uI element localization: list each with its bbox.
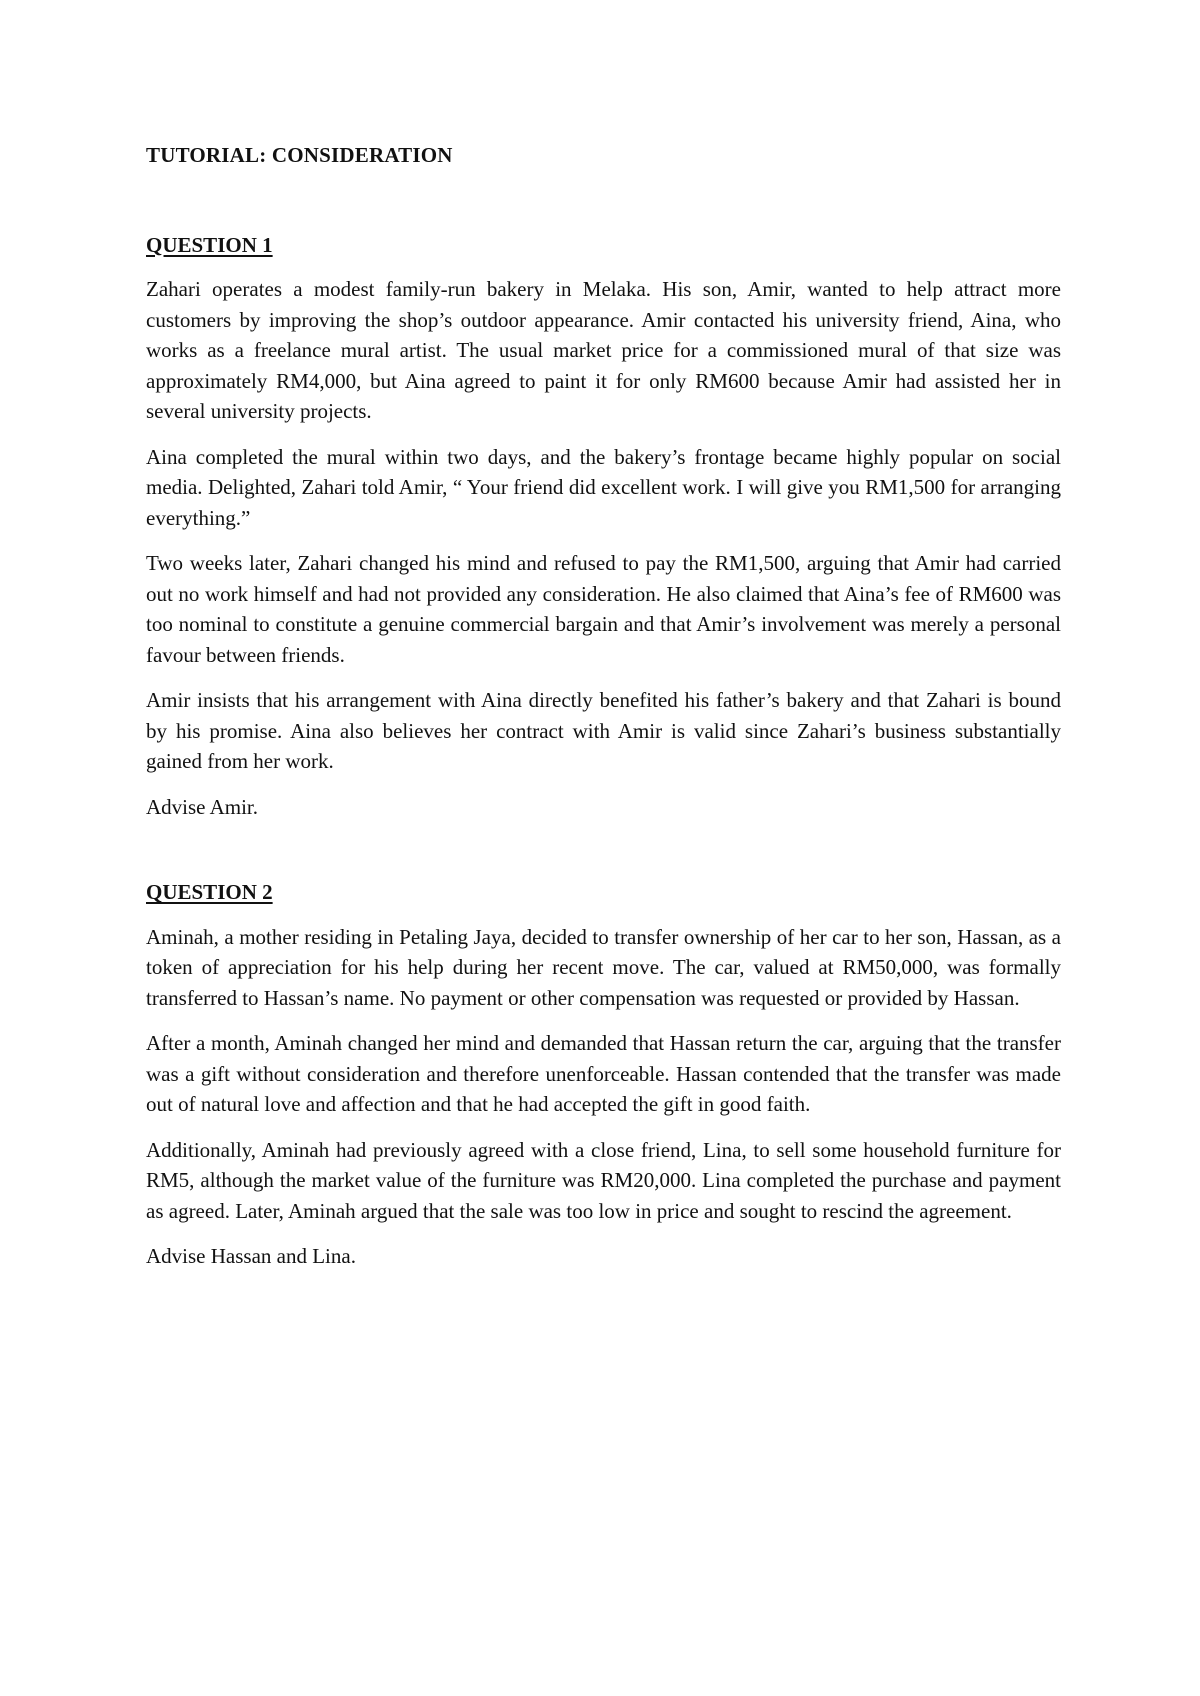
question-1-paragraph-3: Two weeks later, Zahari changed his mind and refused to pay the RM1,500, arguing that Amir had carried out no work himself and had not provided any consideration. He also claimed that Aina’s fee of RM600 was too nominal to constitute a genuine commercial bargain and that Amir’s involvement was merely a personal favour between friends. [146, 551, 1061, 667]
question-2-heading: QUESTION 2 [146, 880, 273, 904]
question-1-paragraph-2: Aina completed the mural within two days, and the bakery’s frontage became highly popular on social media. Delighted, Zahari told Amir, “ Your friend did excellent work. I will give you RM1,500 for arranging everything.” [146, 444, 1061, 530]
question-2-paragraph-2: After a month, Aminah changed her mind and demanded that Hassan return the car, arguing that the transfer was a gift without consideration and therefore unenforceable. Hassan contended that the transfer was made out of natural love and affection and that he had accepted the gift in good faith. [146, 1031, 1061, 1116]
question-1-paragraph-1: Zahari operates a modest family-run bakery in Melaka. His son, Amir, wanted to help attract more customers by improving the shop’s outdoor appearance. Amir contacted his university friend, Aina, who works as a freelance mural artist. The usual market price for a commissioned mural of that size was approximately RM4,000, but Aina agreed to paint it for only RM600 because Amir had assisted her in several university projects. [146, 277, 1061, 423]
question-2-paragraph-1: Aminah, a mother residing in Petaling Jaya, decided to transfer ownership of her car to her son, Hassan, as a token of appreciation for his help during her recent move. The car, valued at RM50,000, was formally transferred to Hassan’s name. No payment or other compensation was requested or provided by Hassan. [146, 924, 1061, 1010]
question-2-section [146, 877, 1061, 1272]
question-1-section [146, 230, 1061, 823]
question-1-paragraph-4: Amir insists that his arrangement with Aina directly benefited his father’s bakery and that Zahari is bound by his promise. Aina also believes her contract with Amir is valid since Zahari’s business substantially gained from her work. [146, 688, 1061, 773]
document-title: TUTORIAL: CONSIDERATION [146, 143, 453, 167]
question-1-heading: QUESTION 1 [146, 232, 273, 257]
question-2-instruction: Advise Hassan and Lina. [146, 1244, 356, 1268]
document-body [146, 140, 1061, 1272]
question-2-paragraph-3: Additionally, Aminah had previously agreed with a close friend, Lina, to sell some household furniture for RM5, although the market value of the furniture was RM20,000. Lina completed the purchase and payment as agreed. Later, Aminah argued that the sale was too low in price and sought to rescind the agreement. [146, 1137, 1061, 1223]
question-1-instruction: Advise Amir. [146, 794, 259, 819]
